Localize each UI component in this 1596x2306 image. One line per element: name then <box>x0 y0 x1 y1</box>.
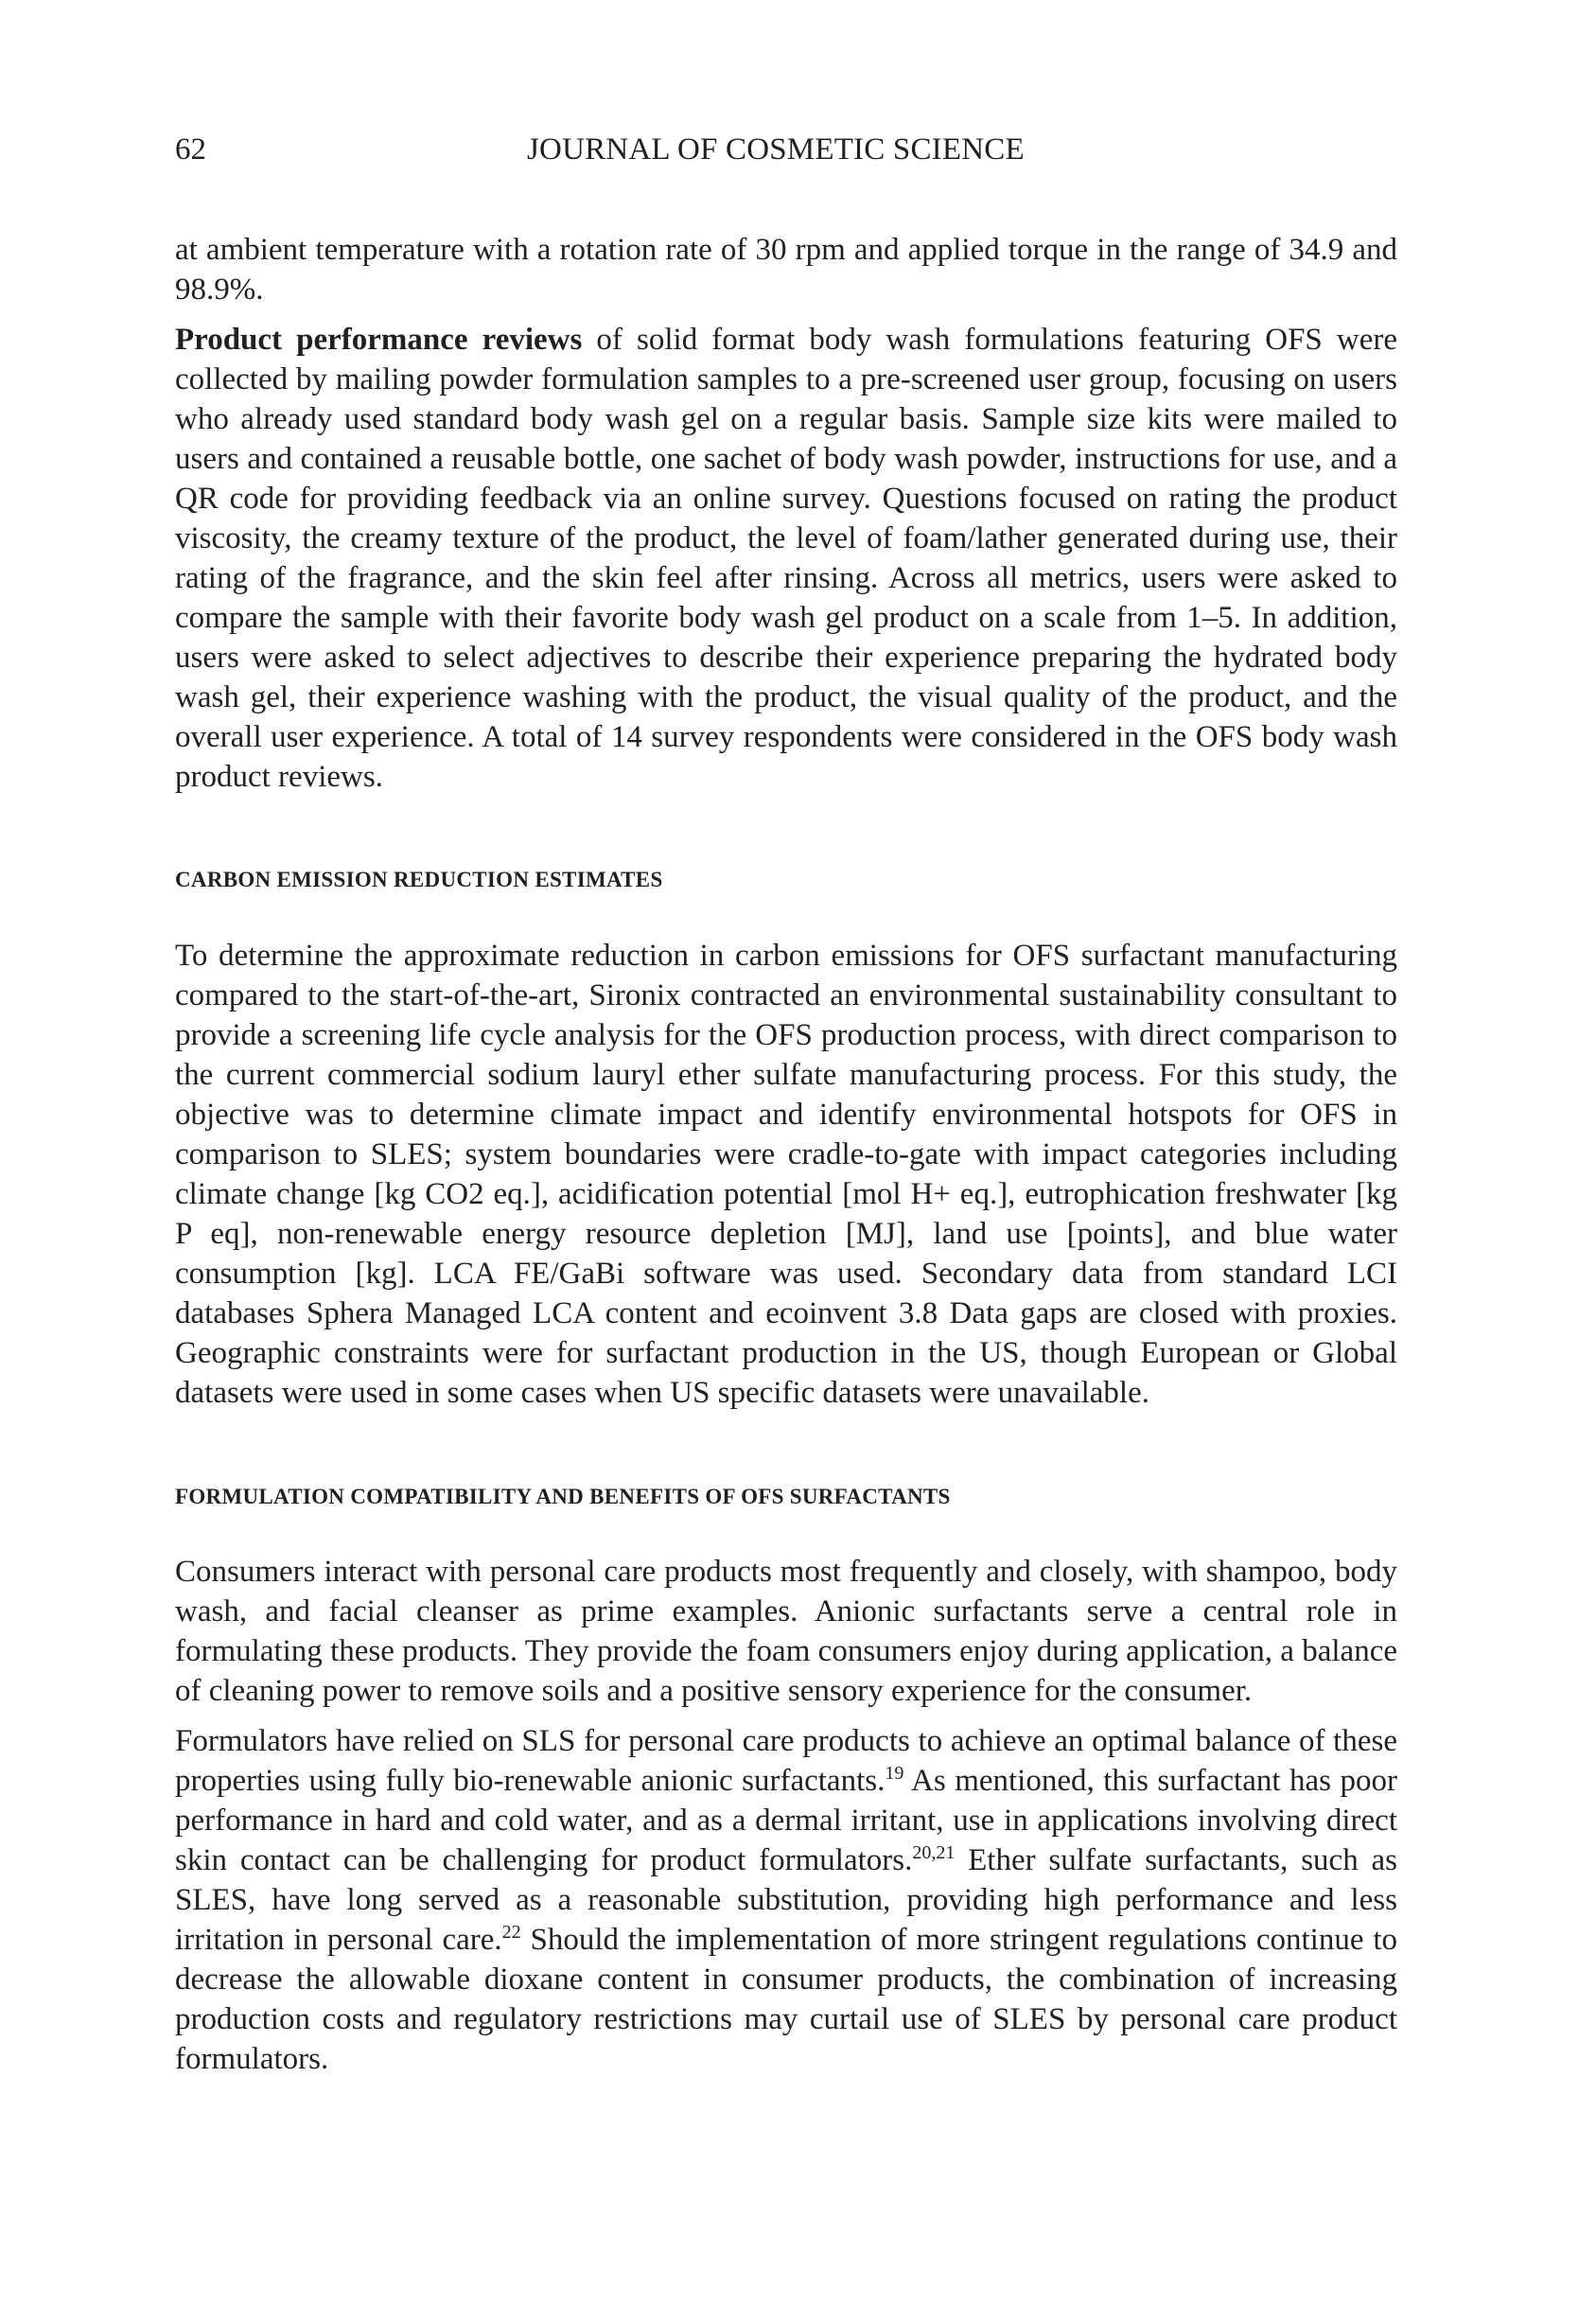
citation-reference: 20,21 <box>912 1842 956 1863</box>
paragraph-text: of solid format body wash formulations featuring OFS were collected by mailing powder formulation samples to a pre-screened user group, focusing on users who already used standard body wash gel on a regular basis. Sample size kits were mailed to users and contained a reusable bottle, one sachet of body wash powder, instructions for use, and a QR code for providing feedback via an online survey. Questions focused on rating the product viscosity, the creamy texture of the product, the level of foam/lather generated during use, their rating of the fragrance, and the skin feel after rinsing. Across all metrics, users were asked to compare the sample with their favorite body wash gel product on a scale from 1–5. In addition, users were asked to select adjectives to describe their experience preparing the hydrated body wash gel, their experience washing with the product, the visual quality of the product, and the overall user experience. A total of 14 survey respondents were considered in the OFS body wash product reviews. <box>175 323 1397 794</box>
paragraph-text: Ether sulfate surfactants, such as SLES, have long served as a reasonable substitution, providing high performance and less irritation in personal care. <box>175 1843 1397 1957</box>
journal-title: JOURNAL OF COSMETIC SCIENCE <box>527 132 1025 167</box>
paragraph-text: As mentioned, this surfactant has poor performance in hard and cold water, and as a dermal irritant, use in applications involving direct skin contact can be challenging for product formulators. <box>175 1764 1397 1877</box>
section-heading-formulation-compatibility: FORMULATION COMPATIBILITY AND BENEFITS OF OFS SURFACTANTS <box>175 1485 951 1508</box>
formulators-paragraph <box>175 1721 1397 2079</box>
citation-reference: 22 <box>501 1922 521 1943</box>
continuation-paragraph: at ambient temperature with a rotation rate of 30 rpm and applied torque in the range of 34.9 and 98.9%. <box>175 233 1397 307</box>
article-body <box>175 230 1397 2079</box>
paragraph-lead-in: Product performance reviews <box>175 323 583 357</box>
section-heading-carbon-emission: CARBON EMISSION REDUCTION ESTIMATES <box>175 868 663 891</box>
running-head <box>175 131 1397 168</box>
consumers-paragraph: Consumers interact with personal care products most frequently and closely, with shampoo, body wash, and facial cleanser as prime examples. Anionic surfactants serve a central role in formulating these products. They provide the foam consumers enjoy during application, a balance of cleaning power to remove soils and a positive sensory experience for the consumer. <box>175 1555 1397 1708</box>
citation-reference: 19 <box>885 1763 904 1784</box>
page-number: 62 <box>175 132 206 167</box>
paragraph-text: Formulators have relied on SLS for personal care products to achieve an optimal balance of these properties using fully bio-renewable anionic surfactants. <box>175 1724 1397 1798</box>
paragraph-text: Should the implementation of more stringent regulations continue to decrease the allowable dioxane content in consumer products, the combination of increasing production costs and regulatory restrictions may curtail use of SLES by personal care product formulators. <box>175 1923 1397 2076</box>
carbon-emission-paragraph: To determine the approximate reduction in carbon emissions for OFS surfactant manufacturing compared to the start-of-the-art, Sironix contracted an environmental sustainability consultant to provide a screening life cycle analysis for the OFS production process, with direct comparison to the current commercial sodium lauryl ether sulfate manufacturing process. For this study, the objective was to determine climate impact and identify environmental hotspots for OFS in comparison to SLES; system boundaries were cradle-to-gate with impact categories including climate change [kg CO2 eq.], acidification potential [mol H+ eq.], eutrophication freshwater [kg P eq], non-renewable energy resource depletion [MJ], land use [points], and blue water consumption [kg]. LCA FE/GaBi software was used. Secondary data from standard LCI databases Sphera Managed LCA content and ecoinvent 3.8 Data gaps are closed with proxies. Geographic constraints were for surfactant production in the US, though European or Global datasets were used in some cases when US specific datasets were unavailable. <box>175 939 1397 1410</box>
product-reviews-paragraph <box>175 320 1397 797</box>
